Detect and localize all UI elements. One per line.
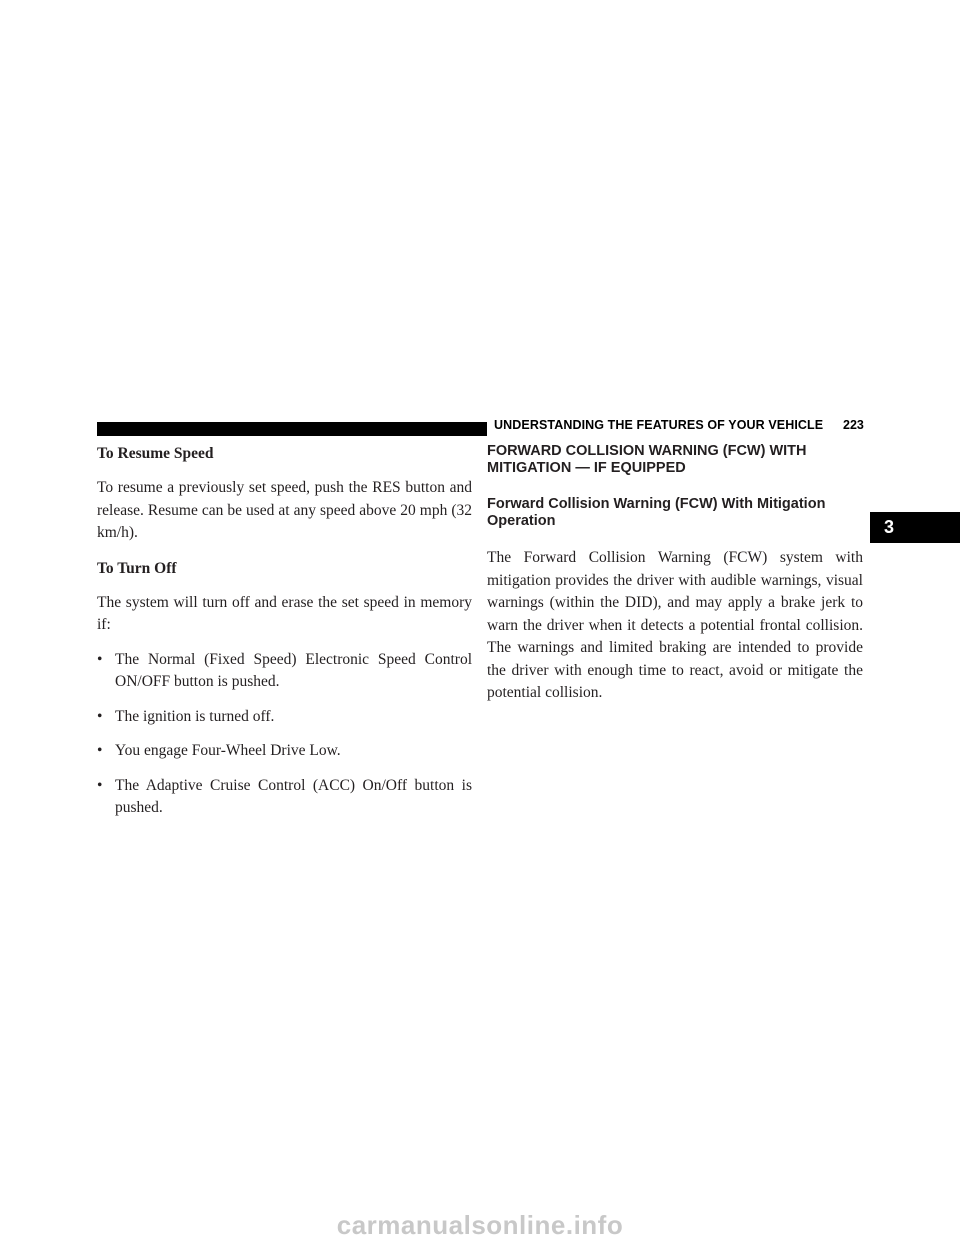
bullet-icon: • [97, 707, 103, 725]
turn-off-heading: To Turn Off [97, 559, 177, 577]
section-title: FORWARD COLLISION WARNING (FCW) WITH MITIGATION — IF EQUIPPED [487, 443, 807, 476]
list-item: • The Normal (Fixed Speed) Electronic Speed Control ON/OFF button is pushed. [97, 650, 472, 690]
watermark: carmanualsonline.info [336, 1210, 624, 1240]
turn-off-text: The system will turn off and erase the set speed in memory if: [97, 593, 472, 633]
right-column [487, 443, 863, 705]
list-item: • The ignition is turned off. [97, 706, 472, 729]
resume-speed-text: To resume a previously set speed, push the RES button and release. Resume can be used at any speed above 20 mph (32 km/h). [97, 479, 472, 541]
header-rule [97, 422, 487, 436]
list-item: • The Adaptive Cruise Control (ACC) On/Off button is pushed. [97, 776, 472, 816]
bullet-icon: • [97, 776, 103, 794]
page-number: 223 [843, 418, 864, 432]
bullet-icon: • [97, 650, 103, 668]
fcw-body-text: The Forward Collision Warning (FCW) system with mitigation provides the driver with audible warnings, visual warnings (within the DID), and may apply a brake jerk to warn the driver when it detects a potential frontal collision. The warnings and limited braking are intended to provide the driver with enough time to react, avoid or mitigate the potential collision. [487, 549, 863, 701]
list-item: • You engage Four-Wheel Drive Low. [97, 740, 472, 763]
left-column [97, 440, 472, 820]
running-header-title: UNDERSTANDING THE FEATURES OF YOUR VEHICLE [494, 418, 824, 432]
resume-speed-heading: To Resume Speed [97, 445, 214, 462]
subsection-title: Forward Collision Warning (FCW) With Mitigation Operation [487, 496, 826, 529]
chapter-tab: 3 [870, 512, 960, 543]
turn-off-conditions-list [97, 649, 472, 820]
bullet-icon: • [97, 742, 103, 759]
